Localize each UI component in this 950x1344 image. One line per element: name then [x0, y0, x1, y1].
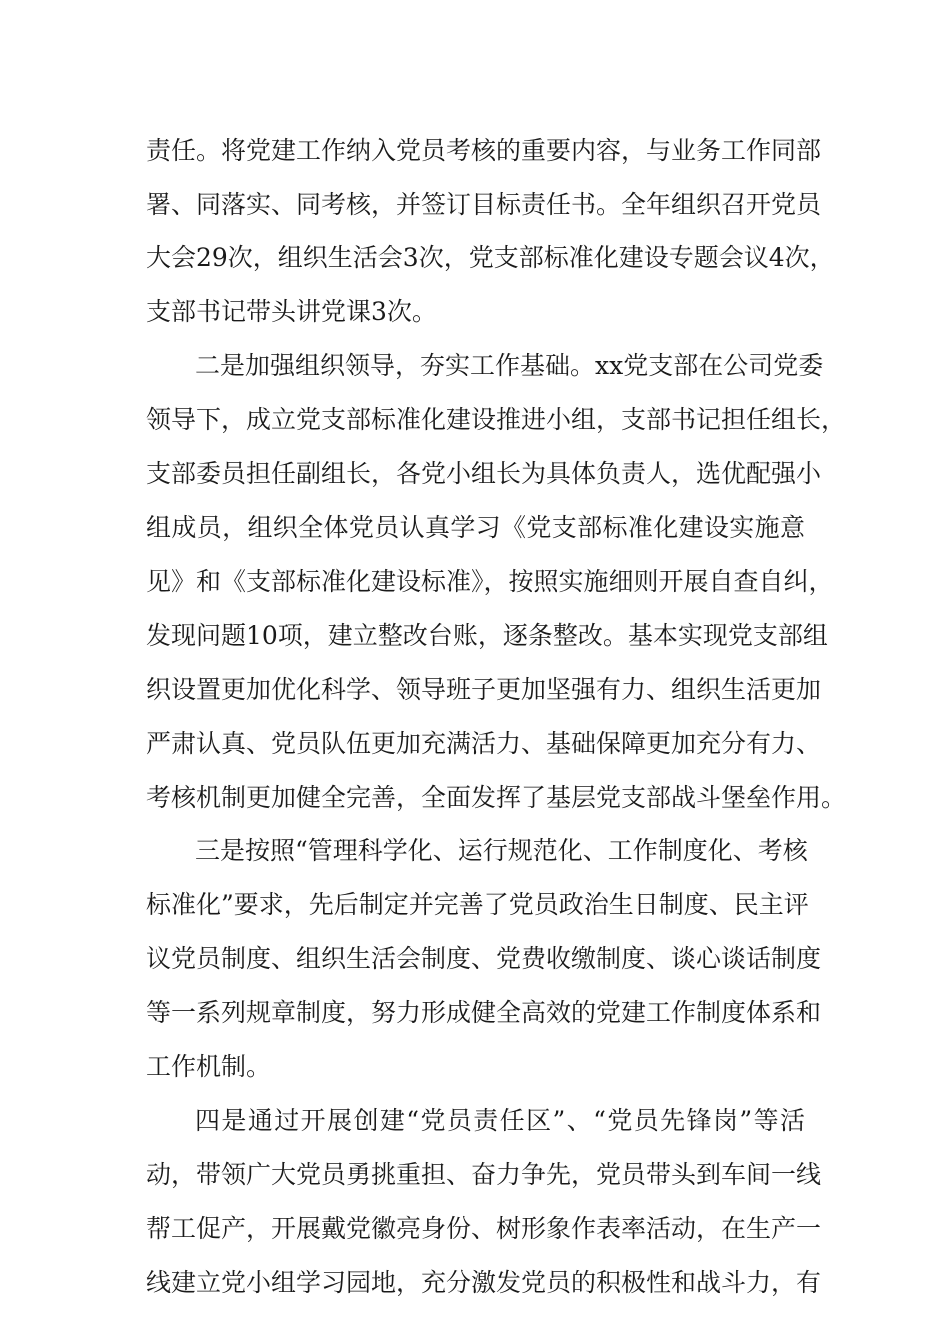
text-line: 组成员，组织全体党员认真学习《党支部标准化建设实施意 — [146, 513, 805, 542]
text-line: 大会29次，组织生活会3次，党支部标准化建设专题会议4次， — [146, 243, 835, 272]
text-line: 帮工促产，开展戴党徽亮身份、树形象作表率活动，在生产一 — [146, 1214, 822, 1243]
text-line: 等一系列规章制度，努力形成健全高效的党建工作制度体系和 — [146, 998, 822, 1027]
text-line: 考核机制更加健全完善，全面发挥了基层党支部战斗堡垒作用。 — [146, 783, 847, 812]
text-line: 标准化”要求，先后制定并完善了党员政治生日制度、民主评 — [146, 890, 809, 919]
text-line: 署、同落实、同考核，并签订目标责任书。全年组织召开党员 — [146, 190, 822, 219]
text-line: 织设置更加优化科学、领导班子更加坚强有力、组织生活更加 — [146, 675, 822, 704]
text-line: 发现问题10项，建立整改台账，逐条整改。基本实现党支部组 — [146, 621, 828, 650]
text-line: 工作机制。 — [146, 1052, 272, 1081]
paragraph-first-line: 三是按照“管理科学化、运行规范化、工作制度化、考核 — [195, 836, 808, 865]
text-line: 支部书记带头讲党课3次。 — [146, 297, 437, 326]
text-line: 责任。将党建工作纳入党员考核的重要内容，与业务工作同部 — [146, 136, 822, 165]
text-line: 严肃认真、党员队伍更加充满活力、基础保障更加充分有力、 — [146, 729, 822, 758]
text-line: 支部委员担任副组长，各党小组长为具体负责人，选优配强小 — [146, 459, 822, 488]
text-line: 动，带领广大党员勇挑重担、奋力争先，党员带头到车间一线 — [146, 1160, 822, 1189]
text-line: 线建立党小组学习园地，充分激发党员的积极性和战斗力，有 — [146, 1268, 822, 1297]
text-line: 议党员制度、组织生活会制度、党费收缴制度、谈心谈话制度 — [146, 944, 822, 973]
paragraph-first-line: 四是通过开展创建“党员责任区”、“党员先锋岗”等活 — [195, 1106, 805, 1135]
paragraph-first-line: 二是加强组织领导，夯实工作基础。xx党支部在公司党委 — [195, 351, 824, 380]
text-line: 领导下，成立党支部标准化建设推进小组，支部书记担任组长， — [146, 405, 847, 434]
text-line: 见》和《支部标准化建设标准》，按照实施细则开展自查自纠， — [146, 567, 834, 596]
